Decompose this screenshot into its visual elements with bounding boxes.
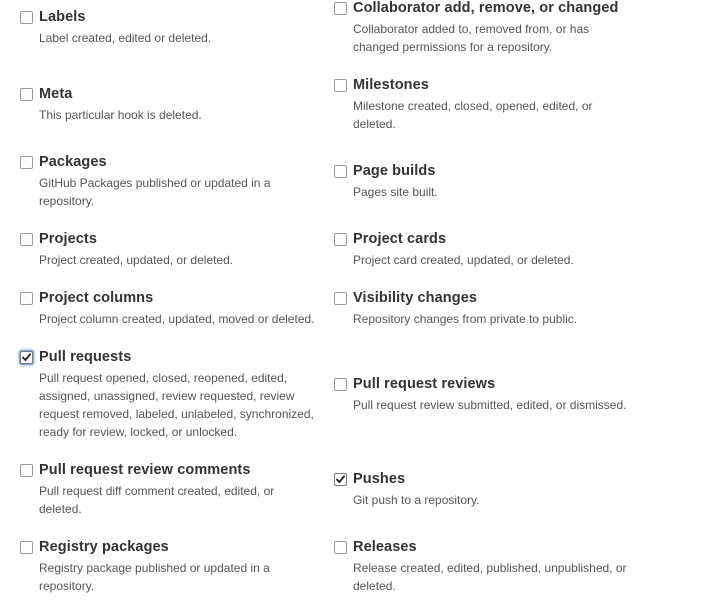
event-title: Meta [39,86,73,102]
event-description: Pull request diff comment created, edited, or deleted. [39,484,275,516]
event-description: Project column created, updated, moved or deleted. [39,312,315,326]
event-title: Milestones [353,77,429,93]
event-title: Projects [39,231,98,247]
project-columns-checkbox[interactable] [20,292,33,305]
event-title: Packages [39,154,107,170]
event-description: Repository changes from private to public. [353,312,578,326]
event-description: GitHub Packages published or updated in a repository. [39,176,271,208]
event-description: Release created, edited, published, unpublished, or deleted. [353,561,627,593]
event-description: Pull request opened, closed, reopened, edited, assigned, unassigned, review requested, review request removed, labeled, unlabeled, synchronized, ready for review, locked, or unlocked. [39,371,314,439]
event-description: Pages site built. [353,185,438,199]
meta-checkbox[interactable] [20,88,33,101]
visibility-changes-checkbox[interactable] [334,292,347,305]
event-description: Git push to a repository. [353,493,480,507]
event-title: Page builds [353,163,436,179]
event-description: Label created, edited or deleted. [39,31,212,45]
event-description: Registry package published or updated in a repository. [39,561,270,593]
pr-review-comments-checkbox[interactable] [20,464,33,477]
collaborator-checkbox[interactable] [334,2,347,15]
checkmark-icon [22,353,31,362]
event-description: Milestone created, closed, opened, edited, or deleted. [353,99,593,131]
pull-requests-checkbox[interactable] [20,351,33,364]
labels-checkbox[interactable] [20,11,33,24]
event-description: This particular hook is deleted. [39,108,202,122]
milestones-checkbox[interactable] [334,79,347,92]
releases-checkbox[interactable] [334,541,347,554]
event-description: Project created, updated, or deleted. [39,253,234,267]
page-builds-checkbox[interactable] [334,165,347,178]
checkmark-icon [336,475,345,484]
event-title: Project cards [353,231,447,247]
packages-checkbox[interactable] [20,156,33,169]
event-title: Pull request reviews [353,376,496,392]
event-title: Visibility changes [353,290,478,306]
event-title: Labels [39,9,86,25]
pr-reviews-checkbox[interactable] [334,378,347,391]
event-title: Project columns [39,290,154,306]
event-title: Collaborator add, remove, or changed [353,0,619,16]
event-title: Pushes [353,471,406,487]
registry-packages-checkbox[interactable] [20,541,33,554]
event-title: Pull request review comments [39,462,251,478]
event-description: Pull request review submitted, edited, or dismissed. [353,398,627,412]
event-description: Project card created, updated, or deleted. [353,253,574,267]
event-title: Registry packages [39,539,169,555]
pushes-checkbox[interactable] [334,473,347,486]
event-title: Releases [353,539,417,555]
event-title: Pull requests [39,349,132,365]
event-description: Collaborator added to, removed from, or has changed permissions for a repository. [353,22,590,54]
project-cards-checkbox[interactable] [334,233,347,246]
projects-checkbox[interactable] [20,233,33,246]
